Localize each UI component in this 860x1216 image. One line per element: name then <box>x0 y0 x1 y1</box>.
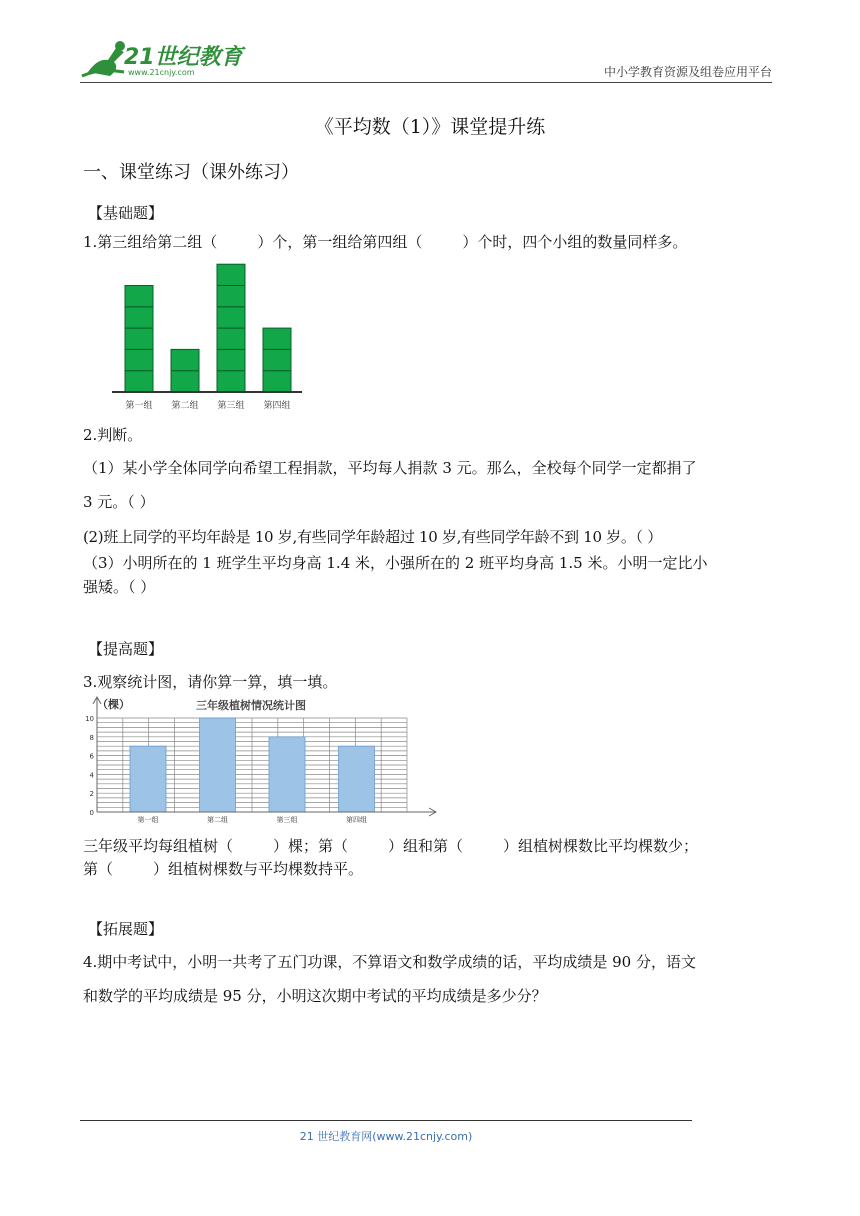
page-title: 《平均数（1）》课堂提升练 <box>314 116 546 138</box>
question-2-item-2: (2)班上同学的平均年龄是 10 岁,有些同学年龄超过 10 岁,有些同学年龄不到 10 岁。（ ） <box>83 528 662 546</box>
tree-bar-4 <box>339 746 375 812</box>
block-1-4 <box>125 307 153 328</box>
block-4-3 <box>263 328 291 349</box>
question-3-line-2 <box>83 858 363 880</box>
question-3-line-1 <box>83 835 698 857</box>
block-1-2 <box>125 349 153 370</box>
q3-text-b: ）棵；第（ <box>273 837 349 855</box>
q3-text-d: ）组植树棵数比平均棵数少； <box>503 837 699 855</box>
chart2-y-tick: 4 <box>89 771 94 780</box>
block-3-6 <box>217 264 245 285</box>
chart2-y-tick: 8 <box>89 733 94 742</box>
logo-url: www.21cnjy.com <box>128 68 195 77</box>
chart2-category-label: 第三组 <box>276 816 298 824</box>
group-blocks-chart <box>112 262 307 414</box>
chart1-category-label: 第四组 <box>263 401 291 411</box>
question-2-item-1: （1）某小学全体同学向希望工程捐款，平均每人捐款 3 元。那么，全校每个同学一定都捐了 <box>83 459 697 477</box>
block-1-5 <box>125 286 153 307</box>
tree-bar-2 <box>200 718 236 812</box>
logo-text: 21世纪教育 <box>124 45 243 70</box>
platform-label: 中小学教育资源及组卷应用平台 <box>603 65 772 79</box>
block-3-5 <box>217 286 245 307</box>
chart1-category-label: 第二组 <box>171 401 199 411</box>
q1-part-c: ）个时，四个小组的数量同样多。 <box>462 233 688 251</box>
q3-text-c: ）组和第（ <box>388 837 464 855</box>
extended-heading: 【拓展题】 <box>88 920 164 938</box>
advanced-heading: 【提高题】 <box>88 640 164 658</box>
chart2-category-label: 第一组 <box>137 816 159 824</box>
chart2-category-label: 第四组 <box>346 816 367 824</box>
footer-link[interactable]: 21 世纪教育网(www.21cnjy.com) <box>299 1130 473 1143</box>
header-divider <box>80 82 772 83</box>
tree-bar-3 <box>269 737 305 812</box>
tree-bar-1 <box>130 746 166 812</box>
block-4-1 <box>263 371 291 392</box>
block-3-4 <box>217 307 245 328</box>
chart1-category-label: 第三组 <box>217 401 245 411</box>
q3-text-a: 三年级平均每组植树（ <box>83 837 234 855</box>
chart2-category-label: 第二组 <box>207 816 228 824</box>
basic-heading: 【基础题】 <box>88 204 164 222</box>
block-1-3 <box>125 328 153 349</box>
q3-text-f: ）组植树棵数与平均棵数持平。 <box>153 860 364 878</box>
tree-planting-chart <box>85 694 440 830</box>
footer-divider <box>80 1120 692 1121</box>
chart1-category-label: 第一组 <box>125 401 153 411</box>
question-2-item-3-cont: 强矮。（ ） <box>83 578 156 596</box>
site-logo <box>80 38 250 82</box>
block-3-3 <box>217 328 245 349</box>
chart2-title: 三年级植树情况统计图 <box>196 699 306 712</box>
chart2-y-tick: 10 <box>85 715 94 723</box>
question-4: 4.期中考试中，小明一共考了五门功课，不算语文和数学成绩的话，平均成绩是 90 分，语文 <box>83 953 696 971</box>
question-3-intro: 3.观察统计图，请你算一算，填一填。 <box>83 673 338 691</box>
chart2-y-tick: 0 <box>89 809 94 817</box>
chart2-y-tick: 6 <box>89 752 94 761</box>
section-title: 一、课堂练习（课外练习） <box>83 162 299 183</box>
block-3-1 <box>217 371 245 392</box>
question-4-cont: 和数学的平均成绩是 95 分，小明这次期中考试的平均成绩是多少分？ <box>83 987 547 1005</box>
question-2-item-3: （3）小明所在的 1 班学生平均身高 1.4 米，小强所在的 2 班平均身高 1.5 米。小明一定比小 <box>83 554 708 572</box>
question-1 <box>83 231 687 253</box>
block-1-1 <box>125 371 153 392</box>
chart2-ylabel: （棵） <box>97 698 130 711</box>
block-3-2 <box>217 349 245 370</box>
chart2-y-tick: 2 <box>89 790 94 799</box>
block-4-2 <box>263 349 291 370</box>
block-2-2 <box>171 349 199 370</box>
question-2-item-1-cont: 3 元。（ ） <box>83 493 155 511</box>
question-2-intro: 2.判断。 <box>83 426 143 444</box>
block-2-1 <box>171 371 199 392</box>
q1-part-b: ）个，第一组给第四组（ <box>257 233 423 251</box>
q1-part-a: 1.第三组给第二组（ <box>83 233 218 251</box>
q3-text-e: 第（ <box>83 860 114 878</box>
